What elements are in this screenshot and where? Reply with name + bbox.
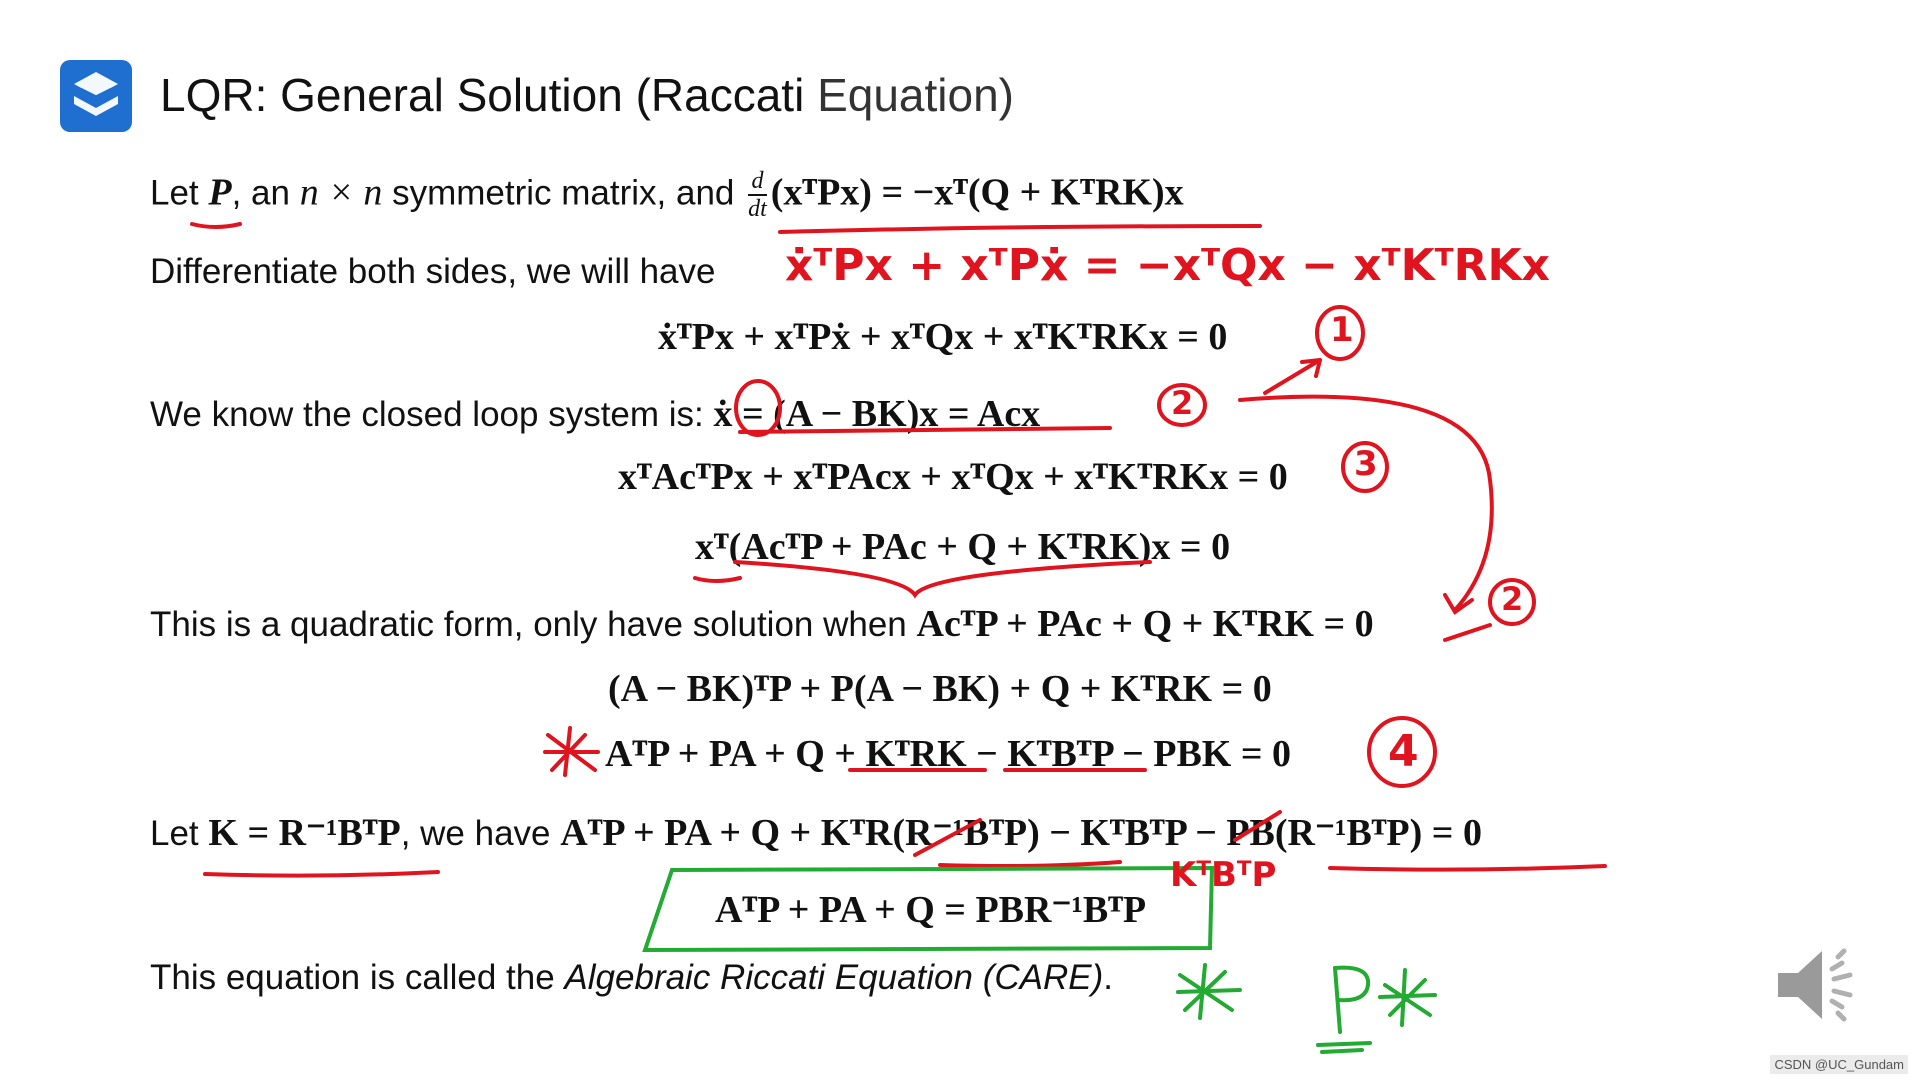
intro-var: P [208, 171, 232, 214]
intro-rhs: (xᵀPx) = −xᵀ(Q + KᵀRK)x [770, 171, 1184, 214]
title-main: LQR: General Solution (Raccati [160, 69, 818, 121]
quadratic-eq: AcᵀP + PAc + Q + KᵀRK = 0 [916, 603, 1374, 645]
conclusion-end: . [1103, 958, 1113, 997]
intro-dim: n × n [299, 171, 383, 214]
equation-3: xᵀ(AcᵀP + PAc + Q + KᵀRK)x = 0 [695, 526, 1231, 568]
equation-4: (A − BK)ᵀP + P(A − BK) + Q + KᵀRK = 0 [608, 668, 1272, 710]
underline-subst-end [1330, 866, 1605, 870]
curve-arrow [1240, 397, 1492, 610]
arrow-to-1 [1265, 360, 1320, 393]
green-star [1178, 965, 1240, 1018]
intro-mid: , an [231, 173, 300, 213]
underline-subst-mid [940, 862, 1120, 866]
riccati-equation: AᵀP + PA + Q = PBR⁻¹BᵀP [715, 889, 1147, 931]
star-eq5 [545, 728, 598, 775]
label-3: 3 [1354, 444, 1378, 484]
subst-eq: AᵀP + PA + Q + KᵀR(R⁻¹BᵀP) − KᵀBᵀP − PB(R⁻¹BᵀP) = 0 [560, 812, 1482, 854]
green-underline [1318, 1043, 1370, 1052]
label-2b: 2 [1501, 580, 1524, 618]
slide-title [160, 68, 1014, 122]
k-definition: K = R⁻¹BᵀP [208, 812, 401, 854]
watermark: CSDN @UC_Gundam [1770, 1055, 1908, 1074]
label-2: 2 [1171, 384, 1194, 422]
underline-p [192, 224, 240, 227]
closed-loop-line [150, 392, 1040, 436]
equation-2: xᵀAcᵀPx + xᵀPAcx + xᵀQx + xᵀKᵀRKx = 0 [618, 456, 1288, 498]
subst-lead: Let [150, 814, 209, 853]
closed-loop-text: We know the closed loop system is: [150, 395, 714, 434]
conclusion-lead: This equation is called the [150, 958, 565, 997]
equation-5: AᵀP + PA + Q + KᵀRK − KᵀBᵀP − PBK = 0 [605, 733, 1292, 775]
arrow-to-zero [1445, 625, 1490, 640]
conclusion-line [150, 958, 1113, 998]
intro-post: symmetric matrix, and [382, 173, 745, 213]
label-1: 1 [1330, 310, 1354, 350]
differentiate-line: Differentiate both sides, we will have [150, 252, 716, 291]
frac-den: dt [748, 196, 767, 222]
underline-definition [780, 226, 1260, 232]
speaker-icon[interactable] [1770, 935, 1870, 1035]
care-name: Algebraic Riccati Equation (CARE) [564, 958, 1104, 997]
equation-1: ẋᵀPx + xᵀPẋ + xᵀQx + xᵀKᵀRKx = 0 [658, 316, 1228, 358]
green-p-stem [1335, 968, 1340, 1032]
intro-line [150, 168, 1184, 222]
curve-arrowhead [1445, 595, 1472, 612]
green-p-bowl [1335, 968, 1368, 1001]
closed-loop-eq: ẋ = (A − BK)x = Acx [713, 393, 1041, 435]
handwritten-ktbtp: KᵀBᵀP [1170, 855, 1277, 895]
frac-num: d [748, 168, 767, 196]
subst-mid: , we have [400, 814, 561, 853]
label-4: 4 [1388, 726, 1419, 777]
underline-eq3 [695, 578, 740, 581]
handwritten-equation: ẋᵀPx + xᵀPẋ = −xᵀQx − xᵀKᵀRKx [785, 240, 1550, 291]
logo-icon [60, 60, 132, 132]
substitution-line [150, 810, 1482, 855]
intro-lead: Let [150, 173, 209, 213]
quadratic-text: This is a quadratic form, only have solution when [150, 605, 917, 644]
underline-k-def [205, 872, 438, 876]
quadratic-form-line [150, 602, 1374, 646]
title-tail: Equation) [817, 69, 1014, 121]
derivative-fraction [748, 168, 767, 222]
green-p-star [1380, 970, 1435, 1025]
